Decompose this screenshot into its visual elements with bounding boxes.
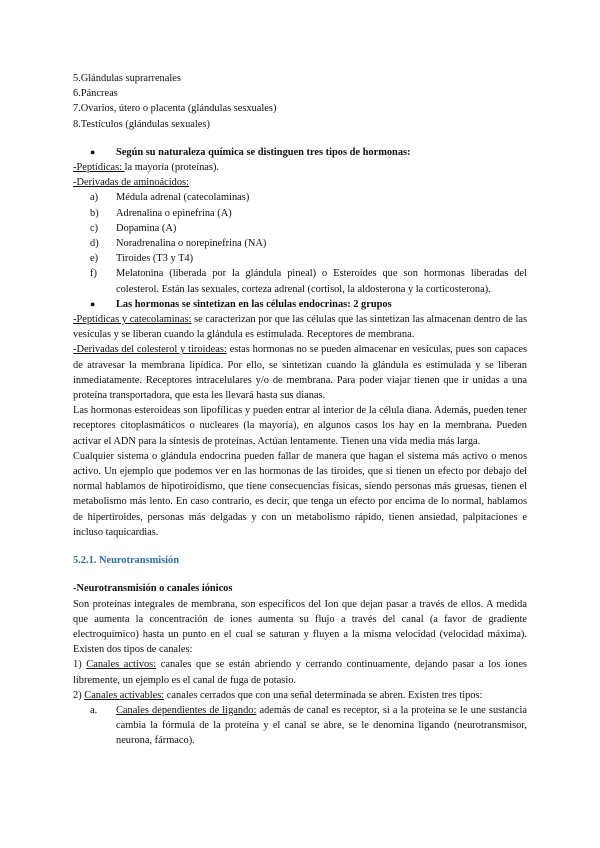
- peptidicas-catecolaminas-paragraph: -Peptídicas y catecolaminas: se caracterizan por que las células que las sintetizan las almacenan dentro de las vesículas y se liberan cuando la glándula es estimulada. Receptores de membrana.: [73, 314, 527, 341]
- gland-item: 7.Ovarios, útero o placenta (glándulas sesxuales): [73, 103, 277, 115]
- derivadas-label: -Derivadas de aminoácidos:: [73, 177, 189, 189]
- channels-paragraph: Son proteínas integrales de membrana, son específicos del Ion que dejan pasar a través de ellos. A medida que aumenta la concentración de iones aumenta su flujo a través del canal (a favor de gradiente electroquímico) hasta un punto en el cual se saturan y fluyen a la misma velocidad (velocidad máxima). Existen dos tipos de canales:: [73, 598, 527, 656]
- canales-activables-paragraph: 2) Canales activables: canales cerrados que con una señal determinada se abren. Existen tres tipos:: [73, 689, 483, 701]
- bullet-dot-icon: ●: [90, 298, 96, 309]
- gland-item: 8.Testículos (glándulas sexuales): [73, 118, 210, 130]
- bullet-dot-icon: ●: [90, 146, 96, 157]
- document-content: [73, 71, 527, 749]
- list-item: a) Médula adrenal (catecolaminas): [90, 192, 250, 204]
- subheading: -Neurotransmisión o canales iónicos: [73, 583, 233, 595]
- peptidicas-line: -Peptídicas: la mayoría (proteínas).: [73, 162, 219, 174]
- gland-item: 5.Glándulas suprarrenales: [73, 73, 181, 84]
- gland-item: 6.Páncreas: [73, 88, 118, 100]
- section-heading: 5.2.1. Neurotransmisión: [73, 555, 180, 567]
- list-item: f) Melatonina (liberada por la glándula pineal) o Esteroides que son hormonas liberadas del colesterol. Están las sexuales, corteza adrenal (cortisol, la aldosterona y la corticosterona).: [90, 268, 527, 295]
- list-item: d) Noradrenalina o norepinefrina (NA): [90, 238, 267, 250]
- canales-activos-paragraph: 1) Canales activos: canales que se están abriendo y cerrando continuamente, dejando pasar a los iones libremente, un ejemplo es el canal de fuga de potasio.: [73, 659, 527, 686]
- list-item: b) Adrenalina o epinefrina (A): [90, 207, 232, 219]
- bullet-synthesis: ● Las hormonas se sintetizan en las células endocrinas: 2 grupos: [73, 297, 527, 312]
- ligand-item: a. Canales dependientes de ligando: además de canal es receptor, si a la proteína se le une sustancia cambia la fórmula de la proteína y el canal se abre, se le denomina ligando (neurotransmisor, neurona, fármaco).: [90, 704, 527, 747]
- steroid-paragraph: Las hormonas esteroideas son lipofílicas y pueden entrar al interior de la célula diana. Además, pueden tener receptores citoplasmáticos o nucleares (la mayoría), en algunos casos los hay en la membrana. Pueden activar el ADN para la síntesis de proteínas. Actúan lentamente. Tienen una vida media más larga.: [73, 405, 527, 447]
- bullet-hormone-types: ● Según su naturaleza química se distinguen tres tipos de hormonas:: [73, 145, 527, 160]
- failure-paragraph: Cualquier sistema o glándula endocrina pueden fallar de manera que hagan el sistema más activo o menos activo. Un ejemplo que podemos ver en las hormonas de las tiroides, que si tienen un efecto por debajo del normal hablamos de hipotiroidismo, que tiene consecuencias físicas, siendo personas más gruesas, tienen el metabolismo más lento. En caso contrario, es decir, que tenga un efecto por encima de lo normal, hablamos de hipertiroides, personas más delgadas y con un metabolismo rápido, tienen ansiedad, palpitaciones e incluso taquicardias.: [73, 450, 527, 538]
- derivadas-colesterol-paragraph: -Derivadas del colesterol y tiroideas: estas hormonas no se pueden almacenar en vesículas, pues son capaces de atravesar la membrana lipídica. Por ello, se sintetizan cuando la glándula es estimulada y se liberan inmediatamente. Receptores intracelulares y/o de membrana. Para poder viajar tienen que ir unidas a una proteína transportadora, que esta les llevará hasta sus dianas.: [73, 344, 527, 402]
- list-item: c) Dopamina (A): [90, 222, 177, 234]
- list-item: e) Tiroides (T3 y T4): [90, 253, 194, 265]
